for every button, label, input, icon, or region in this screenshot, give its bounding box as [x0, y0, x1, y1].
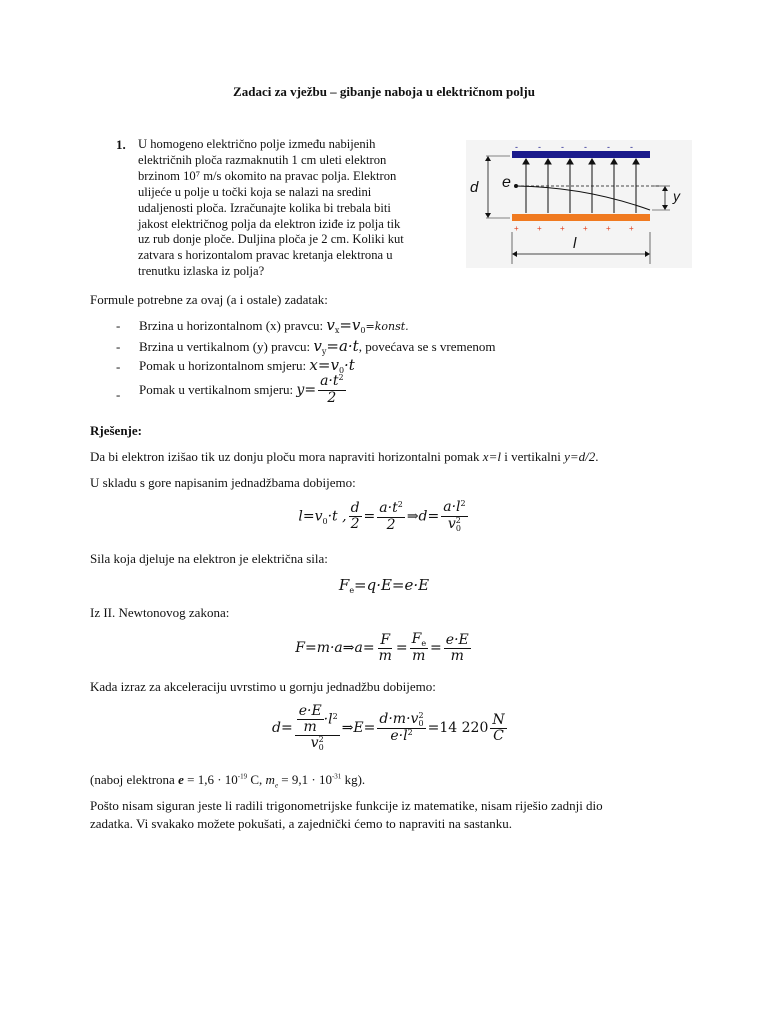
equation-field-strength: d= $\frac{e\cdot E}{m}$ $\cdot l^2$ $v^2_0$ ⇒E= $\frac{d\cdot m\cdot v^2_0}{e\cdot l^2}$ =14 220 $\frac{N}{C}$ [272, 703, 505, 752]
problem-line: trenutku izlaska iz polja? [138, 264, 265, 279]
minus-sign: - [607, 142, 610, 152]
formula-x: $x=v_0\cdot t$ [309, 356, 355, 375]
bullet-dash: - [116, 359, 121, 374]
mass-exponent: -31 [331, 772, 342, 781]
solution-heading: Rješenje: [90, 423, 142, 438]
equation-electric-force: $F_e=q\cdot E=e\cdot E$ [338, 576, 430, 595]
bullet-text: Brzina u horizontalnom (x) pravcu: [139, 318, 324, 333]
label-y: y [673, 188, 680, 204]
bullet-vertical-velocity [139, 337, 496, 355]
text: . [595, 449, 599, 464]
formula-y: y= $\frac{a\cdot t^2}{2}$ [296, 373, 344, 406]
bullet-vertical-displacement [139, 374, 348, 406]
result-value: 14 220 [439, 720, 489, 736]
mass-unit: kg). [344, 772, 366, 787]
bullet-text-after: , povećava se s vremenom [358, 339, 496, 354]
formulas-intro: Formule potrebne za ovaj (a i ostale) zadatak: [90, 292, 328, 307]
bullet-text: Pomak u vertikalnom smjeru: [139, 382, 294, 397]
bullet-dash: - [116, 339, 121, 354]
minus-sign: - [515, 142, 518, 152]
charge-symbol: e [178, 772, 184, 787]
problem-line: udaljenosti ploča. Izračunajte kolika bi trebala biti [138, 200, 391, 215]
top-plate [512, 151, 650, 158]
solution-paragraph-1 [90, 449, 599, 465]
formula-vx: $v_x=v_0$ [326, 316, 366, 335]
konst-text: konst. [374, 320, 409, 333]
problem-text [138, 137, 443, 280]
mass-symbol: m [265, 772, 275, 787]
equation-newton: F=m·a⇒a= $\frac{F}{m}$ = $\frac{F_e}{m}$ = $\frac{e\cdot E}{m}$ [295, 631, 469, 664]
bullet-horizontal-velocity [139, 316, 409, 334]
page-title: Zadaci za vježbu – gibanje naboja u električnom polju [233, 84, 535, 99]
minus-sign: - [630, 142, 633, 152]
minus-sign: - [538, 142, 541, 152]
label-e: e [502, 174, 511, 191]
mass-subscript: e [274, 781, 279, 790]
problem-line: U homogeno električno polje između nabijenih [138, 137, 376, 151]
plus-sign: + [537, 224, 542, 233]
bullet-dash: - [116, 318, 121, 333]
equation-displacement: $l=v_0\cdot t$ , $\frac{d}{2}$ = $\frac{a\cdot t^2}{2}$ ⇒d= $\frac{a\cdot l^2}{v^2_0}$ [298, 499, 466, 533]
plus-sign: + [514, 224, 519, 233]
plus-sign: + [560, 224, 565, 233]
problem-line: uz rub donje ploče. Duljina ploča je 2 cm. Koliki kut [138, 232, 404, 247]
text: i vertikalni [504, 449, 561, 464]
diagram-background [466, 140, 692, 268]
bullet-horizontal-displacement [139, 356, 355, 374]
charge-exponent: -19 [237, 772, 248, 781]
plus-sign: + [629, 224, 634, 233]
closing-line: Pošto nisam siguran jeste li radili trigonometrijske funkcije iz matematike, nisam riješio zadnji dio [90, 798, 603, 813]
solution-paragraph-2: U skladu s gore napisanim jednadžbama dobijemo: [90, 475, 356, 490]
problem-line: jakost električnog polja da elektron iziđe iz polja tik [138, 216, 401, 231]
problem-line: električnih ploča razmaknutih 1 cm uleti elektron [138, 152, 387, 167]
formula-vy: $v_y=a\cdot t$ [313, 337, 359, 356]
electron-constants [90, 772, 365, 790]
bottom-plate [512, 214, 650, 221]
text-y: y=d/2 [564, 449, 596, 464]
minus-sign: - [584, 142, 587, 152]
problem-number: 1. [116, 137, 126, 152]
closing-line: zadatka. Vi svakako možete pokušati, a zajednički ćemo to napraviti na sastanku. [90, 816, 513, 831]
solution-paragraph-5: Kada izraz za akceleraciju uvrstimo u gornju jednadžbu dobijemo: [90, 679, 436, 694]
problem-line: zatvara s horizontalom pravac kretanja elektrona u [138, 248, 393, 263]
plus-sign: + [583, 224, 588, 233]
bullet-text: Brzina u vertikalnom (y) pravcu: [139, 339, 311, 354]
solution-paragraph-3: Sila koja djeluje na elektron je električna sila: [90, 551, 328, 566]
bullet-text: Pomak u horizontalnom smjeru: [139, 358, 307, 373]
bullet-dash: - [116, 387, 121, 402]
problem-line: ulijeće u polje u točki koja se nalazi na sredini [138, 184, 372, 199]
solution-paragraph-4: Iz II. Newtonovog zakona: [90, 605, 230, 620]
text: (naboj elektrona [90, 772, 175, 787]
minus-sign: - [561, 142, 564, 152]
label-d: d [470, 179, 479, 196]
text: Da bi elektron izišao tik uz donju ploču mora napraviti horizontalni pomak [90, 449, 480, 464]
text-x: x=l [482, 449, 501, 464]
charge-value: = 1,6 · 10 [187, 772, 238, 787]
label-l: l [573, 235, 577, 252]
formula-konst: =konst. [365, 320, 409, 333]
problem-line: brzinom 10⁷ m/s okomito na pravac polja. Elektron [138, 168, 397, 183]
capacitor-diagram [466, 140, 692, 268]
charge-unit: C, [250, 772, 263, 787]
plus-sign: + [606, 224, 611, 233]
mass-value: = 9,1 · 10 [281, 772, 332, 787]
